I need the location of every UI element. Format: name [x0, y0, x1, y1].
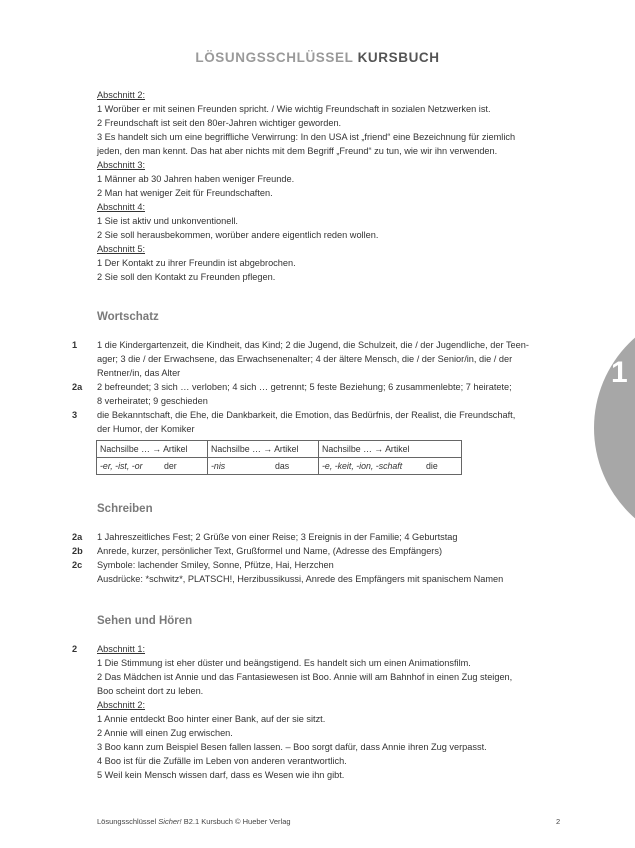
table-cell: [97, 458, 208, 475]
part1-line: 1 Männer ab 30 Jahren haben weniger Freunde.: [97, 174, 295, 184]
answer-line: ager; 3 die / der Erwachsene, das Erwachsenenalter; 4 der ältere Mensch, die / der Senior/in, die / der: [97, 354, 513, 364]
article-value: der: [164, 461, 177, 471]
chapter-tab: [594, 308, 635, 548]
table-header-cell: Nachsilbe … → Artikel: [97, 441, 208, 458]
exercise-number: 2a: [72, 382, 83, 392]
section-heading-wortschatz: Wortschatz: [97, 311, 159, 323]
suffix-value: -nis: [211, 461, 226, 471]
answer-line: 8 verheiratet; 9 geschieden: [97, 396, 208, 406]
suffix-value: -er, -ist, -or: [100, 461, 143, 471]
answer-line: 5 Weil kein Mensch wissen darf, dass es Wesen wie ihn gibt.: [97, 770, 345, 780]
answer-line: der Humor, der Komiker: [97, 424, 195, 434]
answer-line: 2 Das Mädchen ist Annie und das Fantasiewesen ist Boo. Annie will am Bahnhof in einen Zug steigen,: [97, 672, 513, 682]
page-header: [0, 50, 635, 65]
exercise-number: 2b: [72, 546, 83, 556]
exercise-number: 1: [72, 340, 78, 350]
part1-line: Abschnitt 5:: [97, 244, 146, 254]
exercise-number: 2a: [72, 532, 83, 542]
article-value: die: [426, 461, 438, 471]
part1-line: jeden, den man kennt. Das hat aber nichts mit dem Begriff „Freund“ zu tun, wie wir ihn verwenden.: [97, 146, 498, 156]
part1-line: 2 Freundschaft ist seit den 80er-Jahren wichtiger geworden.: [97, 118, 342, 128]
table-header-cell: Nachsilbe … → Artikel: [319, 441, 462, 458]
answer-line: 1 Jahreszeitliches Fest; 2 Grüße von einer Reise; 3 Ereignis in der Familie; 4 Geburtstag: [97, 532, 458, 542]
section-heading-sehen-und-hoeren: Sehen und Hören: [97, 615, 193, 627]
answer-line: Rentner/in, das Alter: [97, 368, 181, 378]
part1-line: 1 Der Kontakt zu ihrer Freundin ist abgebrochen.: [97, 258, 296, 268]
answer-line: die Bekanntschaft, die Ehe, die Dankbarkeit, die Emotion, das Bedürfnis, der Realist, die Freundschaft,: [97, 410, 516, 420]
answer-line: 2 befreundet; 3 sich … verloben; 4 sich … getrennt; 5 feste Beziehung; 6 zusammenlebte; 7 heiratete;: [97, 382, 512, 392]
answer-line: Symbole: lachender Smiley, Sonne, Pfütze, Hai, Herzchen: [97, 560, 334, 570]
footer-citation: [97, 817, 291, 826]
part1-line: Abschnitt 3:: [97, 160, 146, 170]
part1-line: 3 Es handelt sich um eine begriffliche Verwirrung: In den USA ist „friend“ eine Bezeichnung für ziemlich: [97, 132, 516, 142]
answer-line: Ausdrücke: *schwitz*, PLATSCH!, Herzibussikussi, Anrede des Empfängers mit spanischem Namen: [97, 574, 504, 584]
article-value: das: [275, 461, 290, 471]
answer-line: Abschnitt 1:: [97, 644, 146, 654]
exercise-number: 2c: [72, 560, 83, 570]
footer-post: B2.1 Kursbuch © Hueber Verlag: [181, 817, 291, 826]
part1-line: 2 Sie soll den Kontakt zu Freunden pflegen.: [97, 272, 276, 282]
answer-line: 1 Die Stimmung ist eher düster und beängstigend. Es handelt sich um einen Animationsfilm.: [97, 658, 471, 668]
exercise-number: 3: [72, 410, 78, 420]
part1-line: 1 Sie ist aktiv und unkonventionell.: [97, 216, 238, 226]
part1-line: Abschnitt 4:: [97, 202, 146, 212]
table-row: [97, 458, 462, 475]
answer-line: Abschnitt 2:: [97, 700, 146, 710]
suffix-table: [96, 440, 462, 475]
part1-line: 2 Man hat weniger Zeit für Freundschaften.: [97, 188, 273, 198]
table-header-row: [97, 441, 462, 458]
table-cell: [319, 458, 462, 475]
answer-line: 1 Annie entdeckt Boo hinter einer Bank, auf der sie sitzt.: [97, 714, 326, 724]
part1-line: Abschnitt 2:: [97, 90, 146, 100]
suffix-value: -e, -keit, -ion, -schaft: [322, 461, 403, 471]
part1-line: 1 Worüber er mit seinen Freunden spricht. / Wie wichtig Freundschaft in sozialen Netzwerken ist.: [97, 104, 491, 114]
answer-line: 2 Annie will einen Zug erwischen.: [97, 728, 233, 738]
answer-line: Boo scheint dort zu leben.: [97, 686, 204, 696]
answer-line: 1 die Kindergartenzeit, die Kindheit, das Kind; 2 die Jugend, die Schulzeit, die / der Jugendliche, der Teen-: [97, 340, 529, 350]
footer-title: Sicher!: [158, 817, 182, 826]
footer-pre: Lösungsschlüssel: [97, 817, 159, 826]
header-light: LÖSUNGSSCHLÜSSEL: [195, 50, 354, 65]
answer-line: 4 Boo ist für die Zufälle im Leben von anderen verantwortlich.: [97, 756, 347, 766]
answer-line: Anrede, kurzer, persönlicher Text, Grußformel und Name, (Adresse des Empfängers): [97, 546, 443, 556]
part1-line: 2 Sie soll herausbekommen, worüber andere eigentlich reden wollen.: [97, 230, 379, 240]
section-heading-schreiben: Schreiben: [97, 503, 153, 515]
header-strong: KURSBUCH: [357, 50, 440, 65]
table-header-cell: Nachsilbe … → Artikel: [208, 441, 319, 458]
chapter-number: 1: [611, 356, 628, 389]
table-cell: [208, 458, 319, 475]
page-number: 2: [556, 817, 561, 826]
answer-line: 3 Boo kann zum Beispiel Besen fallen lassen. – Boo sorgt dafür, dass Annie ihren Zug verpasst.: [97, 742, 487, 752]
exercise-number: 2: [72, 644, 78, 654]
